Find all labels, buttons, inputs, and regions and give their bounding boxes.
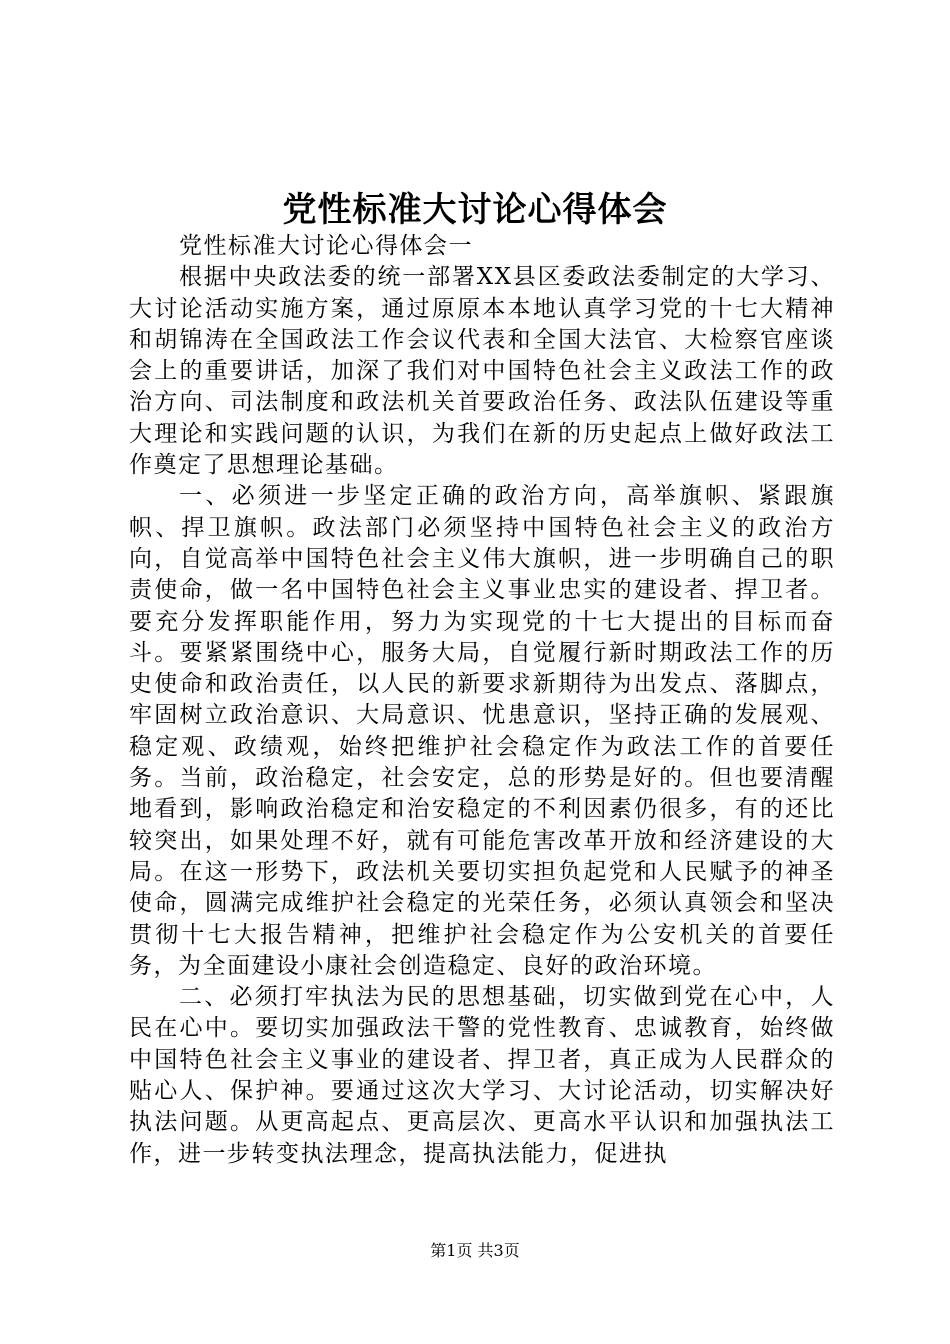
page-footer: 第1页 共3页 [430, 1241, 520, 1260]
paragraph-subtitle: 党性标准大讨论心得体会一 [179, 233, 473, 259]
document-body [129, 231, 835, 1170]
paragraph-section-two: 二、必须打牢执法为民的思想基础，切实做到党在心中，人民在心中。要切实加强政法干警的党性教育、忠诚教育，始终做中国特色社会主义事业的建设者、捍卫者，真正成为人民群众的贴心人、保护神。要通过这次大学习、大讨论活动，切实解决好执法问题。从更高起点、更高层次、更高水平认识和加强执法工作，进一步转变执法理念，提高执法能力，促进执 [129, 984, 835, 1167]
document-title: 党性标准大讨论心得体会 [282, 190, 668, 230]
paragraph-section-one: 一、必须进一步坚定正确的政治方向，高举旗帜、紧跟旗帜、捍卫旗帜。政法部门必须坚持中国特色社会主义的政治方向，自觉高举中国特色社会主义伟大旗帜，进一步明确自己的职责使命，做一名中国特色社会主义事业忠实的建设者、捍卫者。要充分发挥职能作用，努力为实现党的十七大提出的目标而奋斗。要紧紧围绕中心，服务大局，自觉履行新时期政法工作的历史使命和政治责任，以人民的新要求新期待为出发点、落脚点，牢固树立政治意识、大局意识、忧患意识，坚持正确的发展观、稳定观、政绩观，始终把维护社会稳定作为政法工作的首要任务。当前，政治稳定，社会安定，总的形势是好的。但也要清醒地看到，影响政治稳定和治安稳定的不利因素仍很多，有的还比较突出，如果处理不好，就有可能危害改革开放和经济建设的大局。在这一形势下，政法机关要切实担负起党和人民赋予的神圣使命，圆满完成维护社会稳定的光荣任务，必须认真领会和坚决贯彻十七大报告精神，把维护社会稳定作为公安机关的首要任务，为全面建设小康社会创造稳定、良好的政治环境。 [129, 483, 835, 979]
paragraph-intro: 根据中央政法委的统一部署XX县区委政法委制定的大学习、大讨论活动实施方案，通过原原本本地认真学习党的十七大精神和胡锦涛在全国政法工作会议代表和全国大法官、大检察官座谈会上的重要讲话，加深了我们对中国特色社会主义政法工作的政治方向、司法制度和政法机关首要政治任务、政法队伍建设等重大理论和实践问题的认识，为我们在新的历史起点上做好政法工作奠定了思想理论基础。 [129, 264, 835, 479]
